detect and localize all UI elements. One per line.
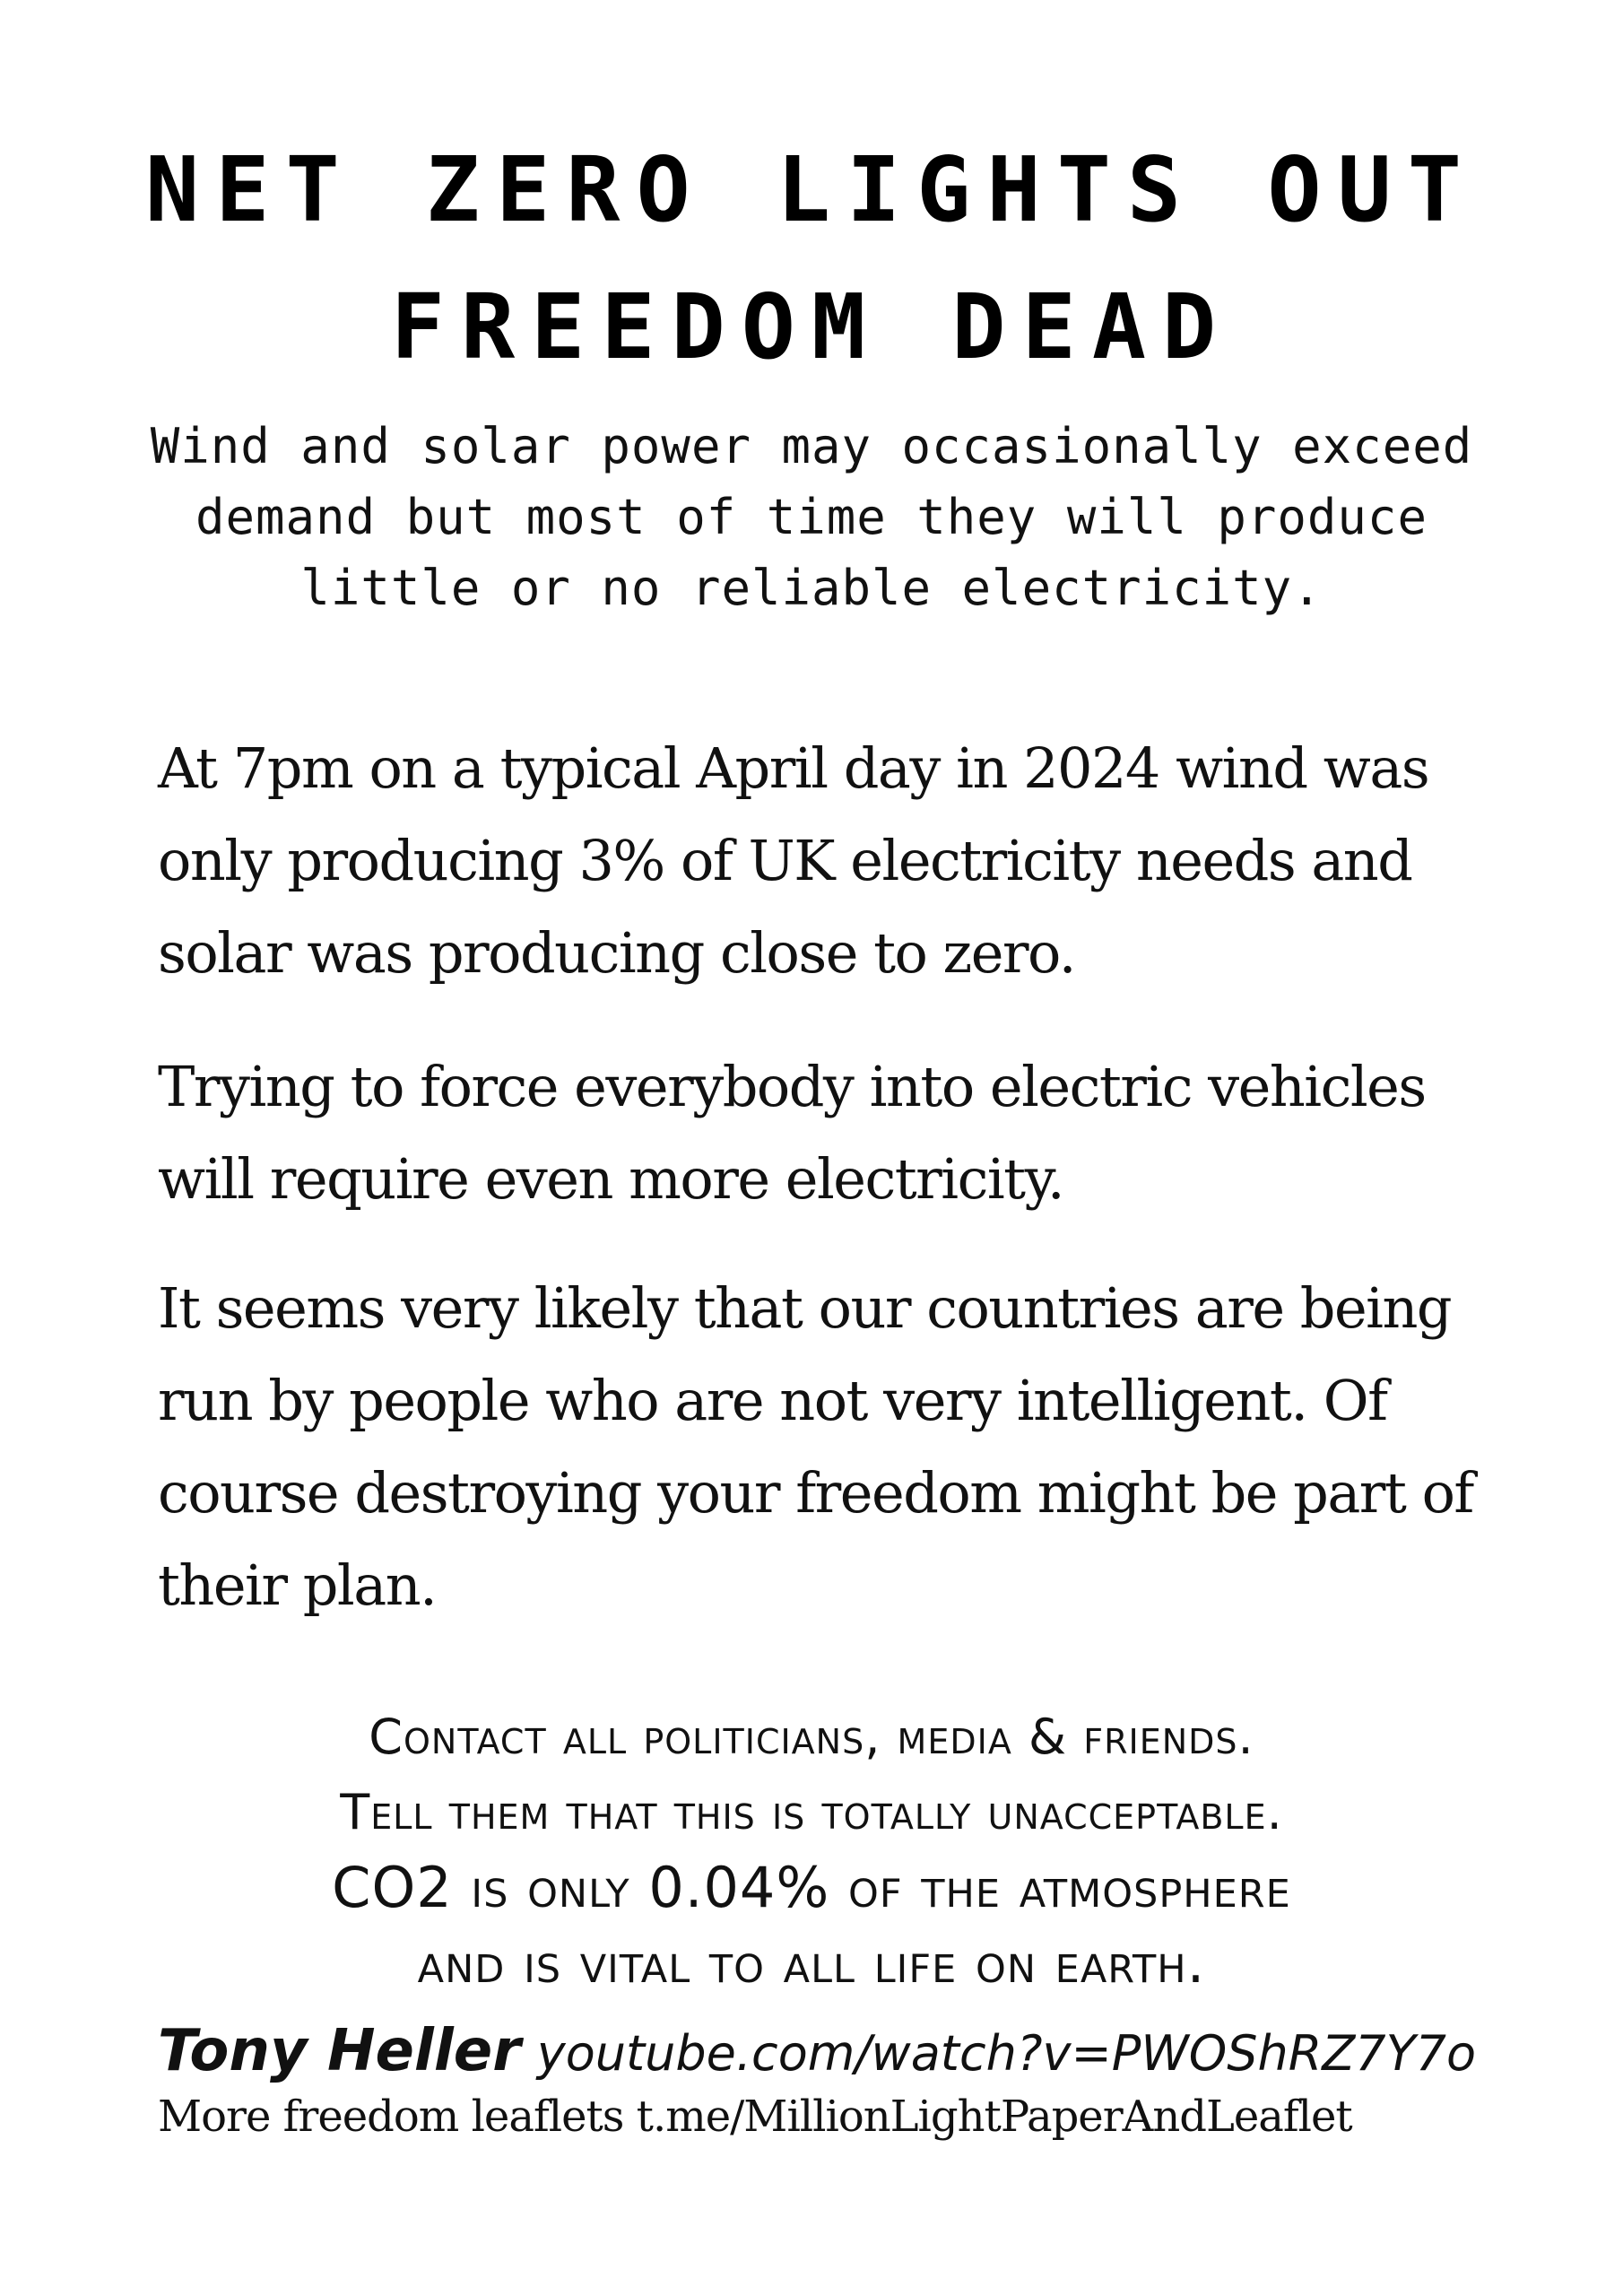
more-leaflets-link[interactable]: More freedom leaflets t.me/MillionLightPaperAndLeaflet xyxy=(158,2092,1352,2142)
intro-text: Wind and solar power may occasionally exceed demand but most of time they will produce little or no reliable electricity. xyxy=(150,418,1473,616)
paragraph-wind-statistics: At 7pm on a typical April day in 2024 wind was only producing 3% of UK electricity needs and solar was producing close to zero. xyxy=(158,735,1429,986)
signature-line xyxy=(158,2018,1503,2084)
contact-line-2: Tell them that this is totally unacceptable. xyxy=(340,1784,1283,1840)
author-name: Tony Heller xyxy=(158,2018,521,2084)
contact-block xyxy=(108,1700,1515,2001)
contact-line-4: and is vital to all life on earth. xyxy=(417,1930,1206,1996)
contact-line-1: Contact all politicians, media & friends. xyxy=(369,1709,1254,1765)
contact-line-3: CO2 is only 0.04% of the atmosphere xyxy=(332,1855,1291,1920)
title-line-2: FREEDOM DEAD xyxy=(390,274,1233,379)
paragraph-leadership: It seems very likely that our countries are being run by people who are not very intelligent. Of course destroying your freedom might be part of their plan. xyxy=(158,1275,1473,1618)
paragraph-electric-vehicles: Trying to force everybody into electric vehicles will require even more electricity. xyxy=(158,1054,1426,1212)
video-link[interactable]: youtube.com/watch?v=PWOShRZ7Y7o xyxy=(536,2025,1476,2082)
title-line-1: NET ZERO LIGHTS OUT xyxy=(145,137,1478,242)
